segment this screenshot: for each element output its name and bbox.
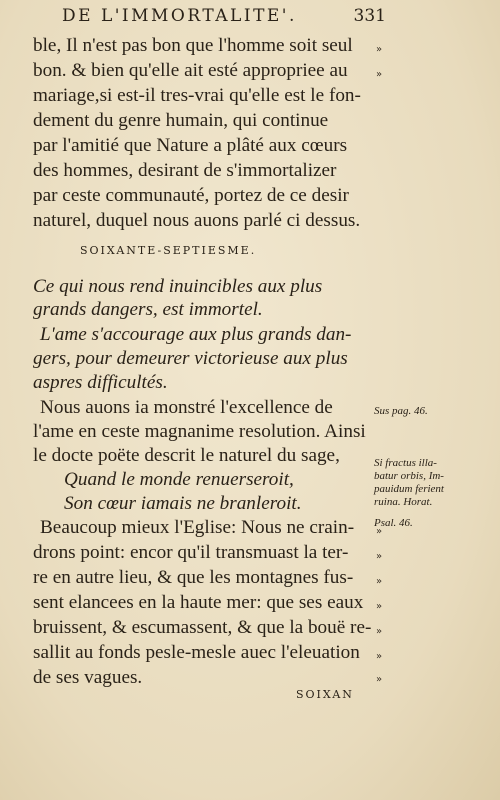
text-line: sent elancees en la haute mer: que ses eaux (33, 592, 364, 613)
text-line: re en autre lieu, & que les montagnes fus- (33, 567, 354, 588)
italic-line: gers, pour demeurer victorieuse aux plus (33, 348, 348, 369)
text-line: Nous auons ia monstré l'excellence de (40, 397, 333, 418)
text-line: le docte poëte descrit le naturel du sage, (33, 445, 340, 466)
page-number: 331 (353, 6, 386, 26)
verse-line: Son cœur iamais ne branleroit. (64, 493, 302, 514)
text-line: l'ame en ceste magnanime resolution. Ainsi (33, 421, 366, 442)
text-line: bon. & bien qu'elle ait esté appropriee au (33, 60, 348, 81)
margin-note: Sus pag. 46. (374, 405, 428, 417)
italic-line: Ce qui nous rend inuincibles aux plus (33, 276, 323, 297)
text-line: mariage,si est-il tres-vrai qu'elle est le fon- (33, 85, 361, 106)
text-line: drons point: encor qu'il transmuast la ter- (33, 542, 349, 563)
header-title: DE L'IMMORTALITE'. (62, 6, 297, 26)
margin-note: Psal. 46. (374, 517, 413, 529)
text-line: dement du genre humain, qui continue (33, 110, 329, 131)
running-header (62, 6, 386, 26)
text-line: de ses vagues. (33, 667, 143, 688)
text-line: sallit au fonds pesle-mesle auec l'eleuation (33, 642, 360, 663)
margin-note: ruina. Horat. (374, 496, 433, 508)
text-line: par l'amitié que Nature a plâté aux cœurs (33, 135, 348, 156)
margin-note: batur orbis, Im- (374, 470, 444, 482)
italic-line: grands dangers, est immortel. (33, 299, 263, 320)
quote-marker: » (376, 651, 383, 662)
text-line: ble, Il n'est pas bon que l'homme soit seul (33, 35, 353, 56)
verse-line: Quand le monde renuerseroit, (64, 469, 294, 490)
italic-line: aspres difficultés. (33, 372, 168, 393)
quote-marker: » (376, 576, 383, 587)
italic-line: L'ame s'accourage aux plus grands dan- (40, 324, 352, 345)
quote-marker: » (376, 526, 383, 537)
text-line: bruissent, & escumassent, & que la bouë re- (33, 617, 372, 638)
quote-marker: » (376, 551, 383, 562)
margin-note: Si fractus illa- (374, 457, 437, 469)
text-line: naturel, duquel nous auons parlé ci dessus. (33, 210, 361, 231)
text-line: des hommes, desirant de s'immortalizer (33, 160, 337, 181)
text-line: par ceste communauté, portez de ce desir (33, 185, 349, 206)
catchword: SOIXAN (296, 688, 354, 701)
quote-marker: » (376, 674, 383, 685)
quote-marker: » (376, 44, 383, 55)
quote-marker: » (376, 601, 383, 612)
section-heading: SOIXANTE-SEPTIESME. (80, 244, 257, 257)
text-line: Beaucoup mieux l'Eglise: Nous ne crain- (40, 517, 355, 538)
quote-marker: » (376, 69, 383, 80)
quote-marker: » (376, 626, 383, 637)
margin-note: pauidum ferient (374, 483, 444, 495)
